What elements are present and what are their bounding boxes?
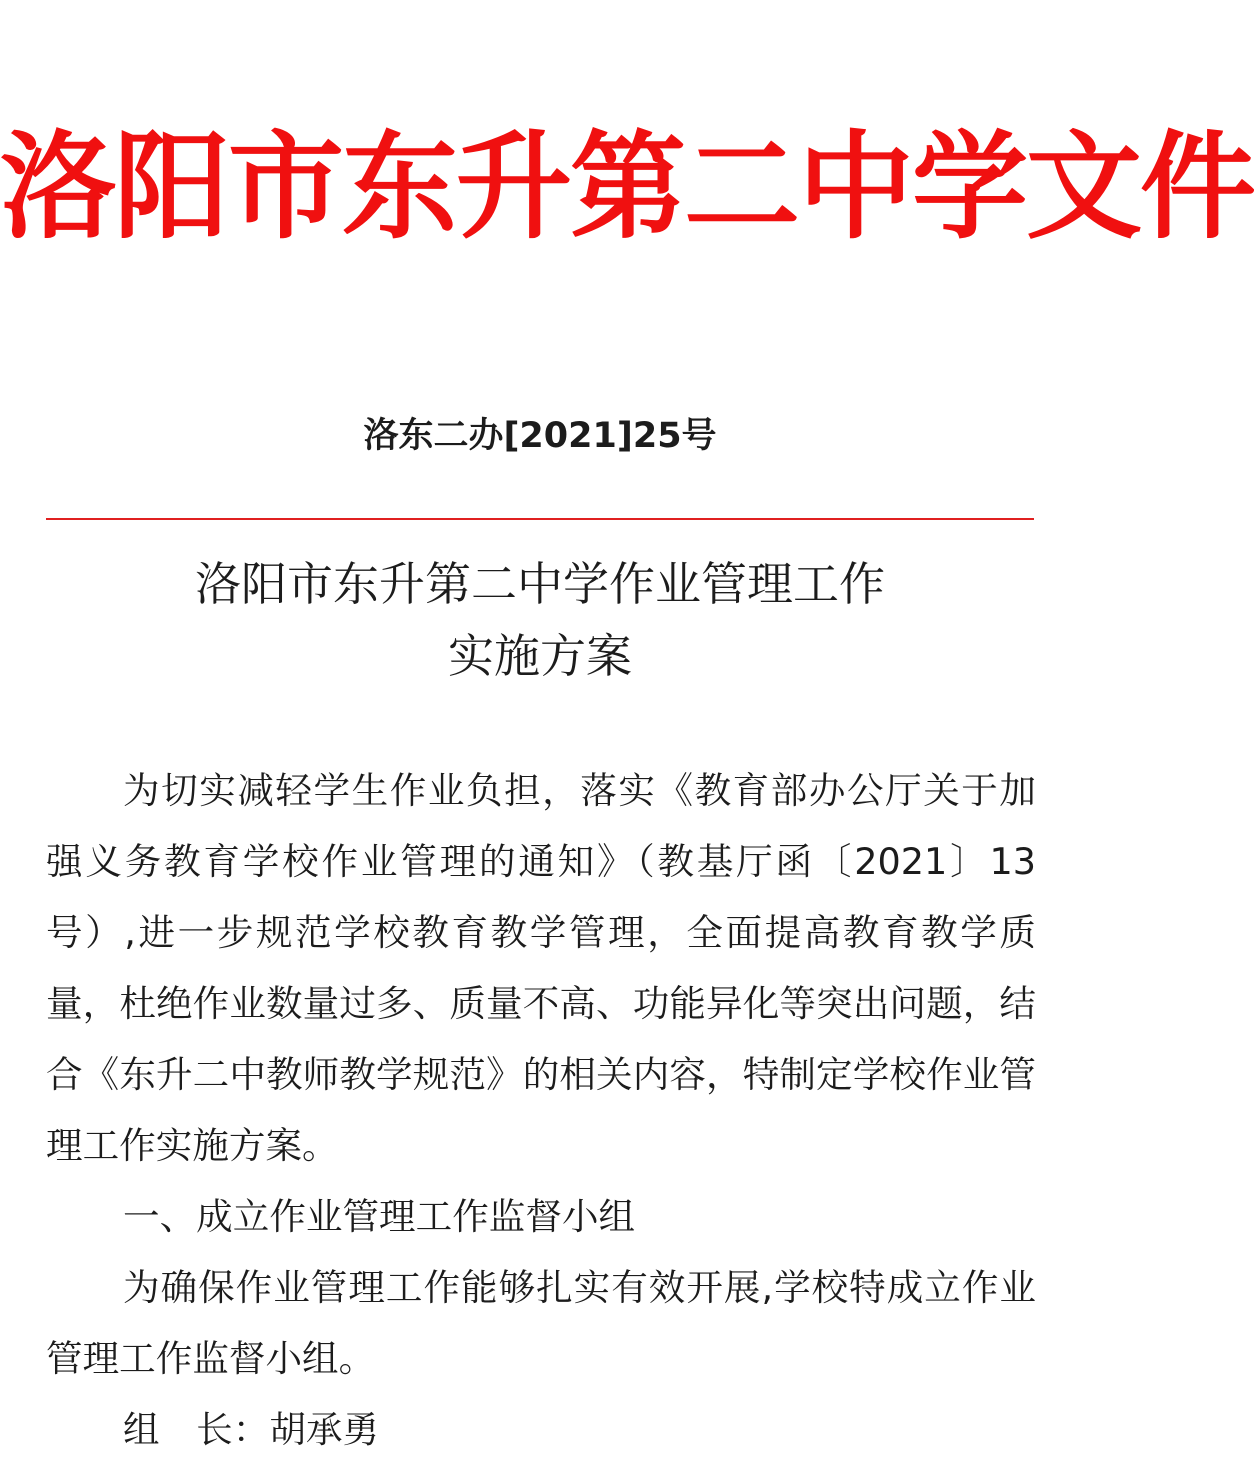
- document-title-line-1: 洛阳市东升第二中学作业管理工作: [195, 557, 885, 611]
- intro-paragraph: 为切实减轻学生作业负担，落实《教育部办公厅关于加强义务教育学校作业管理的通知》（教基厅函〔2021〕13号）,进一步规范学校教育教学管理，全面提高教育教学质量，杜绝作业数量过多、质量不高、功能异化等突出问题，结合《东升二中教师教学规范》的相关内容，特制定学校作业管理工作实施方案。: [46, 769, 1036, 1167]
- group-leader-label: 组 长：: [123, 1408, 270, 1451]
- document-title-line-2: 实施方案: [448, 629, 632, 683]
- masthead-title: 洛阳市东升第二中学文件: [0, 120, 1254, 255]
- section-1-heading: 一、成立作业管理工作监督小组: [123, 1195, 636, 1238]
- group-leader-name: 胡承勇: [269, 1408, 380, 1451]
- group-leader-line: [46, 1394, 1036, 1465]
- section-1-paragraph: 为确保作业管理工作能够扎实有效开展,学校特成立作业管理工作监督小组。: [46, 1266, 1036, 1380]
- document-body: [46, 755, 1036, 1465]
- document-number: 洛东二办[2021]25号: [363, 416, 717, 456]
- document-title: [0, 548, 1080, 692]
- red-separator-rule: [46, 518, 1034, 520]
